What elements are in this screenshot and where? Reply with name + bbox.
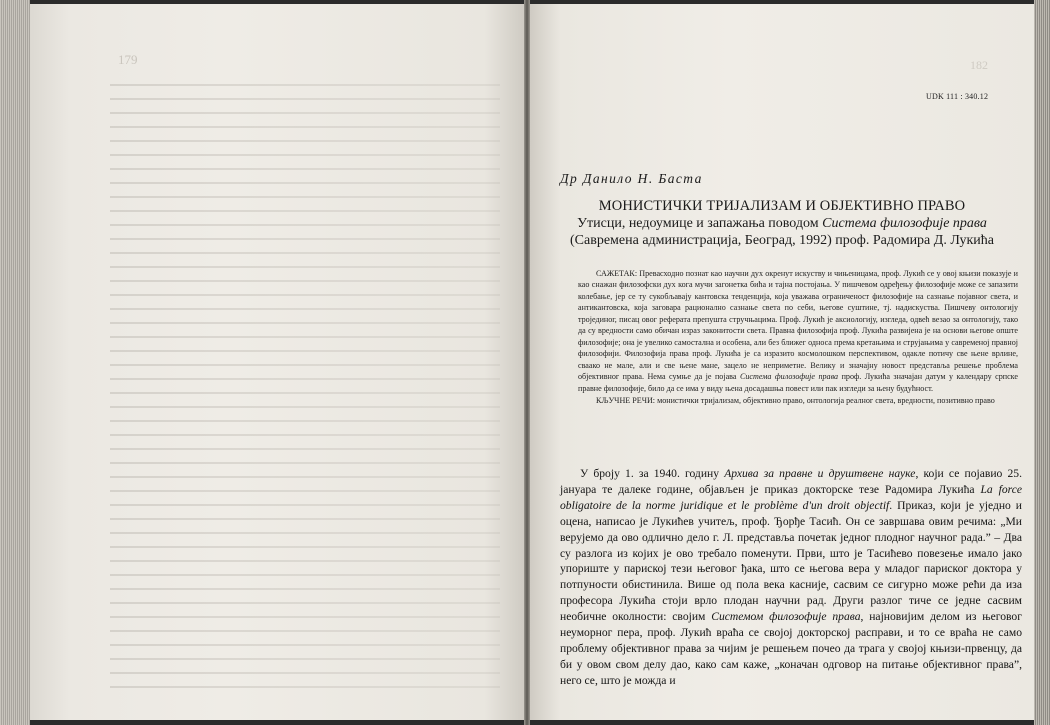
- title-subtitle: Утисци, недоумице и запажања поводом Система филозофије права (Савремена администрација, Београд, 1992) проф. Радомира Д. Лукића: [570, 216, 994, 248]
- udk-code: UDK 111 : 340.12: [926, 92, 989, 101]
- article-body: [560, 466, 1022, 689]
- abstract-paragraph: САЖЕТАК: Превасходно познат као научни дух окренут искуству и чињеницама, проф. Лукић се у овој књизи показује и као снажан филозофски дух кога мучи загонетка бића и тајна постојања. У пишчевом одређењу филозофије може се запазити колебање, јер се ту сукобљавају кантовска тенденција, која уважава ограниченост филозофије на сазнање појавног света, и антикантовска, која заговара рационално сазнање света по себи, његове суштине, тј. надискуства. Пишчеву онтологију тројединог, писац овог реферата препушта стручњацима. Проф. Лукић је аксиологију, изгледа, одвећ везао за онтологију, тако да су вредности само обичан израз законитости света. Правна филозофија проф. Лукића развијена је на основи његове опште филозофије; она је увелико самостална и особена, али без ближег односа према кретањима и струјањима у савременој правној филозофији. Филозофија права проф. Лукића је са изразито космолошком перспективом, одакле потичу све њене врлине, сваако не мале, али и све њене мане, зацело не неприметне. Велику и значајну новост представља решење проблема објективног права. Нема сумње да је појава Система филозофије права проф. Лукића значајан датум у календару српске правне филозофије, било да се има у виду њена досадашња повест или пак изгледи за њену будућност.: [578, 269, 1018, 393]
- right-page-edge: [1034, 0, 1050, 725]
- ghost-page-number-left: 179: [118, 52, 138, 67]
- ghost-page-number-right: 182: [970, 58, 988, 72]
- left-page-edge: [0, 0, 30, 725]
- keywords-label: КЉУЧНЕ РЕЧИ:: [596, 395, 656, 405]
- body-paragraph: У броју 1. за 1940. годину Архива за правне и друштвене науке, који се појавио 25. јануара те далеке године, објављен је приказ докторске тезе Радомира Лукића La force obligatoire de la norme juridique et le problème d'un droit objectif. Приказ, који је уједно и оцена, написао је Лукићев учитељ, проф. Ђорђе Тасић. Он се завршава овим речима: „Ми верујемо да ово одлично дело г. Л. представља почетак једног плодног научног рада.” – Два су разлога из којих је ово требало поменути. Први, што је Тасићево повезење имало јако упориште у париској тези његовог ђака, што се његова вера у младог париског доктора у потпуности обистинила. Више од пола века касније, сасвим се сигурно може рећи да иза професора Лукића стоји врло плодан научни рад. Други разлог тиче се једне сасвим необичне околности: својим Системом филозофије права, најновијим делом из његовог неуморног пера, проф. Лукић враћа се својој докторској расправи, и то се враћа не само проблему објективног права за чијим је решењем почео да трага у својој књизи-првенцу, да би у овом свом делу дао, како сам каже, „коначан одговор на питање објективног права”, него се, што је можда и: [560, 467, 1022, 687]
- keywords-paragraph: КЉУЧНЕ РЕЧИ: монистички тријализам, објективно право, онтологија реалног света, вредности, позитивно право: [596, 395, 995, 405]
- right-page: [530, 4, 1034, 720]
- article-title: [530, 198, 1034, 249]
- abstract-label: САЖЕТАК:: [596, 269, 638, 278]
- left-page: [30, 4, 524, 720]
- ghost-text-bleedthrough: [110, 84, 500, 700]
- title-main: МОНИСТИЧКИ ТРИЈАЛИЗАМ И ОБЈЕКТИВНО ПРАВО: [598, 198, 966, 214]
- abstract-block: [578, 268, 1018, 406]
- author-name: Др Данило Н. Баста: [560, 171, 703, 186]
